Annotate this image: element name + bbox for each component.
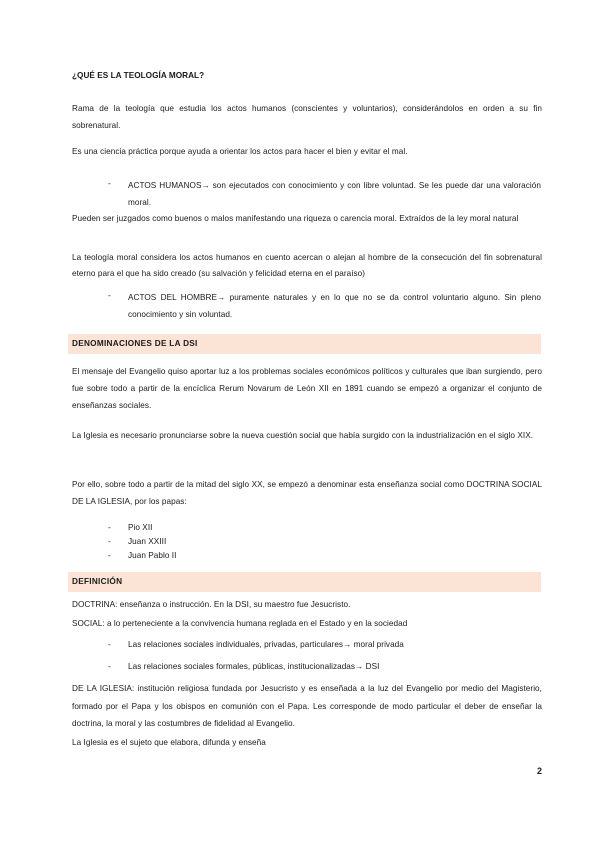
section-heading-denominaciones bbox=[68, 334, 541, 354]
human-acts-item: ACTOS HUMANOS→ son ejecutados con conocimiento y con libre voluntad. Se les puede dar una valoración moral. bbox=[128, 181, 541, 207]
bullet-marker: - bbox=[108, 179, 111, 188]
page-title: ¿QUÉ ES LA TEOLOGÍA MORAL? bbox=[72, 71, 205, 80]
pope-list-item: Pio XII bbox=[128, 523, 153, 532]
bullet-marker: - bbox=[108, 523, 111, 532]
bullet-marker: - bbox=[108, 551, 111, 560]
iglesia-paragraph: DE LA IGLESIA: institución religiosa fundada por Jesucristo y es enseñada a la luz del Evangelio por medio del Magisterio, formado por el Papa y los obispos en comunión con el Papa. Les corresponde de modo particular el deber de enseñar la doctrina, la moral y las costumbres de fidelidad al Evangelio. bbox=[72, 684, 542, 728]
bullet-marker: - bbox=[108, 291, 111, 300]
denominaciones-paragraph-3: Por ello, sobre todo a partir de la mitad del siglo XX, se empezó a denominar esta enseñanza social como DOCTRINA SOCIAL DE LA IGLESIA, por los papas: bbox=[72, 480, 542, 506]
relations-list-item: Las relaciones sociales formales, públicas, institucionalizadas→ DSI bbox=[128, 662, 380, 671]
bullet-marker: - bbox=[108, 537, 111, 546]
section-heading-definicion bbox=[68, 572, 541, 592]
intro-practical: Es una ciencia práctica porque ayuda a orientar los actos para hacer el bien y evitar el mal. bbox=[72, 147, 408, 156]
bullet-marker: - bbox=[108, 640, 111, 649]
subject-line: La Iglesia es el sujeto que elabora, difunda y enseña bbox=[72, 738, 266, 747]
relations-list-item: Las relaciones sociales individuales, privadas, particulares→ moral privada bbox=[128, 640, 404, 649]
judged-paragraph: Pueden ser juzgados como buenos o malos manifestando una riqueza o carencia moral. Extraídos de la ley moral natural bbox=[72, 214, 519, 223]
social-line: SOCIAL: a lo perteneciente a la convivencia humana reglada en el Estado y en la sociedad bbox=[72, 619, 408, 628]
denominaciones-paragraph-2: La Iglesia es necesario pronunciarse sobre la nueva cuestión social que había surgido con la industrialización en el siglo XIX. bbox=[72, 431, 534, 440]
man-acts-item: ACTOS DEL HOMBRE→ puramente naturales y en lo que no se da control voluntario alguno. Sin pleno conocimiento y sin voluntad. bbox=[128, 293, 541, 319]
page-number: 2 bbox=[537, 766, 543, 776]
denominaciones-paragraph-1: El mensaje del Evangelio quiso aportar luz a los problemas sociales económicos políticos y culturales que iban surgiendo, pero fue sobre todo a partir de la encíclica Rerum Novarum de León XII en 1891 cuando se empezó a organizar el conjunto de enseñanzas sociales. bbox=[72, 367, 542, 410]
intro-definition: Rama de la teología que estudia los actos humanos (conscientes y voluntarios), considerándolos en orden a su fin sobrenatural. bbox=[72, 104, 542, 130]
bullet-marker: - bbox=[108, 662, 111, 671]
pope-list-item: Juan Pablo II bbox=[128, 551, 177, 560]
section-heading-label: DEFINICIÓN bbox=[72, 577, 123, 586]
pope-list-item: Juan XXIII bbox=[128, 537, 167, 546]
doctrina-line: DOCTRINA: enseñanza o instrucción. En la DSI, su maestro fue Jesucristo. bbox=[72, 600, 351, 609]
moral-theology-paragraph: La teología moral considera los actos humanos en cuento acercan o alejan al hombre de la consecución del fin sobrenatural eterno para el que ha sido creado (su salvación y felicidad eterna en el paraíso) bbox=[72, 253, 542, 278]
section-heading-label: DENOMINACIONES DE LA DSI bbox=[72, 339, 198, 348]
